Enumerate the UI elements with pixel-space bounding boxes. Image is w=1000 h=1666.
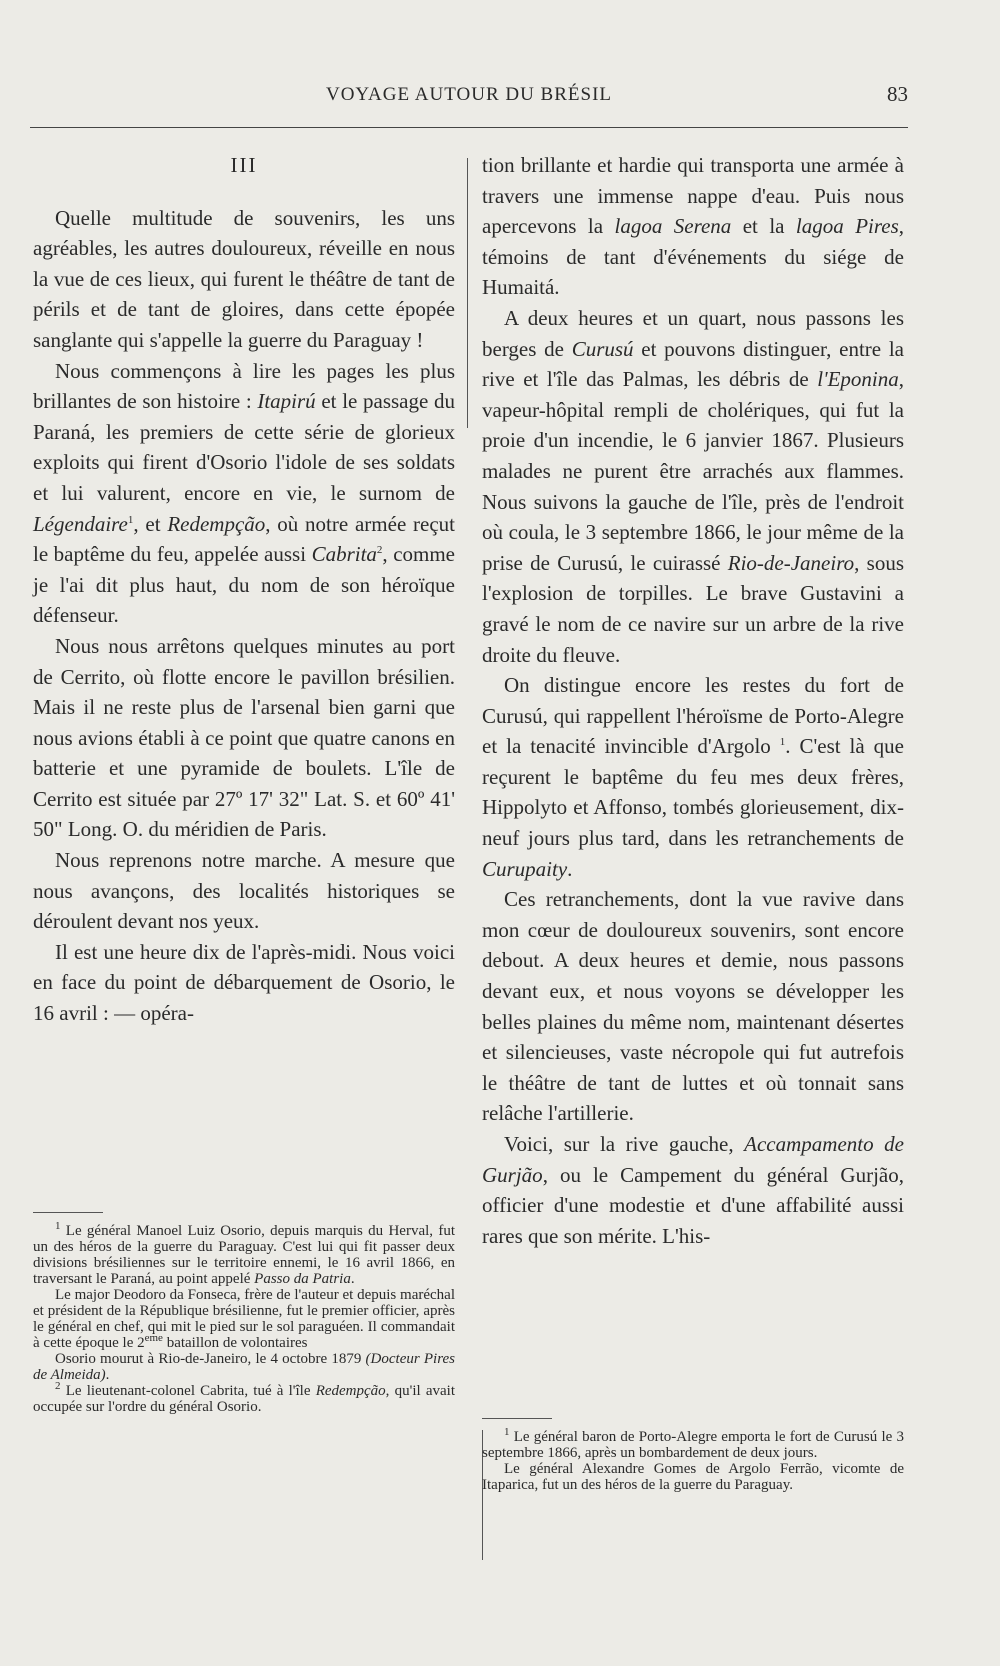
footnotes-right	[482, 1418, 904, 1493]
left-column	[33, 150, 455, 1029]
paragraph: Nous nous arrêtons quelques minutes au port de Cerrito, où flotte encore le pavillon brésilien. Mais il ne reste plus de l'arsenal bien garni que nous avions établi à ce point que quatre canons en batterie et une pyramide de boulets. L'île de Cerrito est située par 27º 17' 32" Lat. S. et 60º 41' 50" Long. O. du méridien de Paris.	[33, 633, 455, 842]
paragraph: Nous commençons à lire les pages les plus brillantes de son histoire : Itapirú et le passage du Paraná, les premiers de cette série de glorieux exploits qui firent d'Osorio l'idole de ses soldats et lui valurent, encore en vie, le surnom de Légendaire$^1$, et Redempção, où notre armée reçut le baptême du feu, appelée aussi Cabrita$^2$, comme je l'ai dit plus haut, du nom de son héroïque défenseur.	[33, 358, 455, 628]
page-number: 83	[887, 82, 908, 106]
paragraph: tion brillante et hardie qui transporta une armée à travers une immense nappe d'eau. Puis nous apercevons la lagoa Serena et la lagoa Pires, témoins de tant d'événements du siége de Humaitá.	[482, 153, 904, 300]
footnote-ref: 1	[127, 513, 134, 526]
footnote-rule	[482, 1418, 552, 1419]
paragraph: A deux heures et un quart, nous passons les berges de Curusú et pouvons distinguer, entre la rive et l'île das Palmas, les débris de l'Eponina, vapeur-hôpital rempli de cholériques, qui fut la proie d'un incendie, le 6 janvier 1867. Plusieurs malades ne purent être arrachés aux flammes. Nous suivons la gauche de l'île, près de l'endroit où coula, le 3 septembre 1866, le jour même de la prise de Curusú, le cuirassé Rio-de-Janeiro, sous l'explosion de torpilles. Le brave Gustavini a gravé le nom de ce navire sur un arbre de la rive droite du fleuve.	[482, 305, 904, 667]
paragraph: Nous reprenons notre marche. A mesure que nous avançons, des localités historiques se déroulent devant nos yeux.	[33, 848, 455, 934]
header-rule	[30, 127, 908, 128]
column-divider	[467, 158, 468, 428]
footnote: Le major Deodoro da Fonseca, frère de l'auteur et depuis maréchal et président de la République brésilienne, fut le premier officier, après le général en chef, qui mit le pied sur le sol paraguéen. Il commandait à cette époque le 2eme bataillon de volontaires	[33, 1287, 455, 1351]
footnote: Osorio mourut à Rio-de-Janeiro, le 4 octobre 1879 (Docteur Pires de Almeida).	[33, 1351, 455, 1383]
running-head	[30, 80, 908, 110]
paragraph: Voici, sur la rive gauche, Accampamento de Gurjão, ou le Campement du général Gurjão, officier d'une modestie et d'une affabilité aussi rares que son mérite. L'his-	[482, 1132, 904, 1248]
running-title: VOYAGE AUTOUR DU BRÉSIL	[325, 84, 613, 105]
right-column	[482, 150, 904, 1251]
footnote: $^1$ Le général Manoel Luiz Osorio, depuis marquis du Herval, fut un des héros de la guerre du Paraguay. C'est lui qui fit passer deux divisions brésiliennes sur le territoire ennemi, le 16 avril 1866, en traversant le Paraná, au point appelé Passo da Patria.	[33, 1220, 455, 1287]
paragraph: On distingue encore les restes du fort de Curusú, qui rappellent l'héroïsme de Porto-Alegre et la tenacité invincible d'Argolo $^1$. C'est là que reçurent le baptême du feu mes deux frères, Hippolyto et Affonso, tombés glorieusement, dix-neuf jours plus tard, dans les retranchements de Curupaity.	[482, 673, 904, 881]
footnote: Le général Alexandre Gomes de Argolo Ferrão, vicomte de Itaparica, fut un des héros de la guerre du Paraguay.	[482, 1461, 904, 1493]
footnote-ref: 1	[779, 736, 786, 749]
footnote-ref: 2	[376, 544, 383, 557]
footnote: $^1$ Le général baron de Porto-Alegre emporta le fort de Curusú le 3 septembre 1866, après un bombardement de deux jours.	[482, 1426, 904, 1461]
footnotes-left	[33, 1212, 455, 1415]
footnote: $^2$ Le lieutenant-colonel Cabrita, tué à l'île Redempção, qu'il avait occupée sur l'ordre du général Osorio.	[33, 1380, 455, 1415]
paragraph: Ces retranchements, dont la vue ravive dans mon cœur de douloureux souvenirs, sont encore debout. A deux heures et demie, nous passons devant eux, et nous voyons se développer les belles plaines du même nom, maintenant désertes et silencieuses, vaste nécropole qui fut autrefois le théâtre de tant de luttes et où tonnait sans relâche l'artillerie.	[482, 887, 904, 1126]
paragraph: Il est une heure dix de l'après-midi. Nous voici en face du point de débarquement de Osorio, le 16 avril : — opéra-	[33, 939, 455, 1026]
section-numeral: III	[230, 153, 258, 177]
footnote-rule	[33, 1212, 103, 1213]
paragraph: Quelle multitude de souvenirs, les uns agréables, les autres douloureux, réveille en nous la vue de ces lieux, qui furent le théâtre de tant de périls et de tant de gloires, dans cette épopée sanglante qui s'appelle la guerre du Paraguay !	[33, 205, 455, 352]
